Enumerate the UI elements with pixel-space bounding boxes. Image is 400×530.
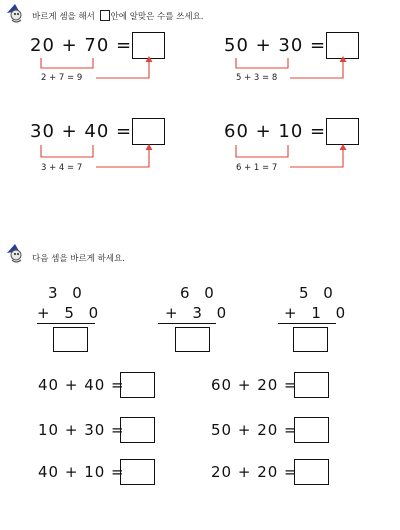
instruction-text-after: 안에 알맞은 수를 쓰세요. [110, 12, 204, 22]
arrow-4 [290, 148, 343, 167]
bracket-1 [41, 58, 93, 68]
answer-box-1[interactable] [132, 32, 165, 59]
vertical-bottom-3: + 1 0 [284, 304, 351, 322]
section2-instruction: 다음 셈을 바르게 하세요. [32, 254, 125, 264]
mascot-icon [4, 2, 26, 24]
arrow-2 [290, 60, 343, 78]
equation-2: 50 + 30 = [224, 35, 327, 56]
horizontal-answer-box-5[interactable] [120, 459, 155, 485]
hint-1: 2 + 7 = 9 [41, 73, 83, 83]
equation-3: 30 + 40 = [30, 121, 133, 142]
arrow-3 [96, 148, 149, 167]
horizontal-answer-box-6[interactable] [294, 459, 329, 485]
horizontal-equation-4: 50 + 20 = [211, 421, 298, 439]
bracket-4 [236, 145, 288, 157]
vertical-answer-box-2[interactable] [175, 327, 210, 352]
bracket-3 [41, 145, 93, 157]
instruction-text-before: 바르게 셈을 해서 [32, 12, 95, 22]
vertical-top-1: 3 0 [48, 284, 87, 302]
vertical-top-3: 5 0 [299, 284, 338, 302]
vertical-bottom-1: + 5 0 [37, 304, 104, 322]
vertical-top-2: 6 0 [180, 284, 219, 302]
horizontal-answer-box-4[interactable] [294, 417, 329, 443]
sum-line-1 [37, 323, 95, 324]
horizontal-answer-box-1[interactable] [120, 372, 155, 398]
vertical-answer-box-3[interactable] [293, 327, 328, 352]
hint-3: 3 + 4 = 7 [41, 163, 83, 173]
answer-box-2[interactable] [326, 32, 359, 59]
equation-1: 20 + 70 = [30, 35, 133, 56]
hint-4: 6 + 1 = 7 [236, 163, 278, 173]
hint-2: 5 + 3 = 8 [236, 73, 278, 83]
horizontal-answer-box-3[interactable] [120, 417, 155, 443]
horizontal-answer-box-2[interactable] [294, 372, 329, 398]
horizontal-equation-1: 40 + 40 = [38, 376, 125, 394]
blank-box-glyph [100, 10, 110, 21]
horizontal-equation-5: 40 + 10 = [38, 463, 125, 481]
sum-line-2 [158, 323, 216, 324]
horizontal-equation-6: 20 + 20 = [211, 463, 298, 481]
section1-instruction [32, 10, 204, 22]
arrow-1 [96, 60, 149, 78]
sum-line-3 [278, 323, 336, 324]
vertical-bottom-2: + 3 0 [165, 304, 232, 322]
horizontal-equation-3: 10 + 30 = [38, 421, 125, 439]
horizontal-equation-2: 60 + 20 = [211, 376, 298, 394]
mascot-icon-2 [4, 242, 26, 264]
bracket-2 [236, 58, 288, 68]
vertical-answer-box-1[interactable] [53, 327, 88, 352]
answer-box-4[interactable] [326, 118, 359, 145]
answer-box-3[interactable] [132, 118, 165, 145]
equation-4: 60 + 10 = [224, 121, 327, 142]
